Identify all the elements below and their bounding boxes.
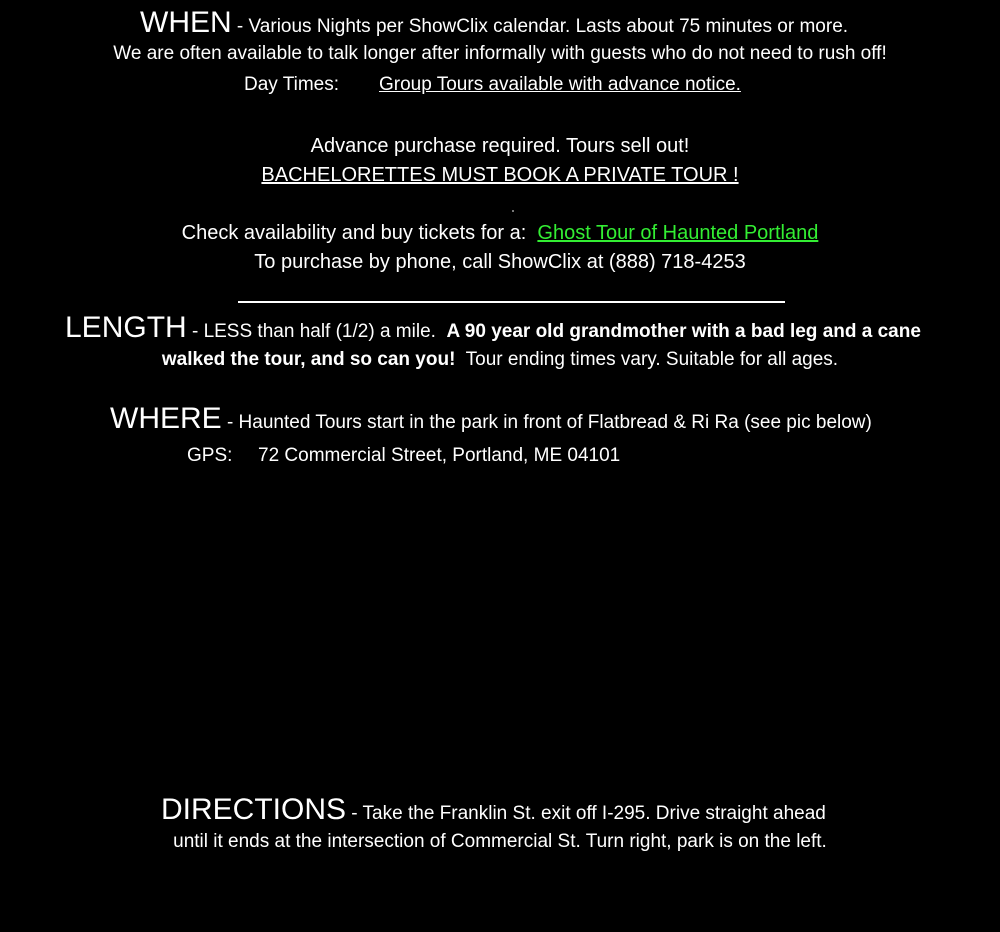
gps-label: GPS: — [187, 445, 233, 466]
when-heading: WHEN — [140, 6, 232, 39]
where-text: - Haunted Tours start in the park in front of Flatbread & Ri Ra (see pic below) — [221, 412, 872, 433]
length-row — [65, 313, 921, 343]
location-photo-area — [250, 480, 750, 780]
directions-heading: DIRECTIONS — [161, 793, 347, 826]
when-row — [140, 8, 848, 38]
ghost-tour-link[interactable]: Ghost Tour of Haunted Portland — [537, 222, 819, 244]
directions-line-2: until it ends at the intersection of Commercial St. Turn right, park is on the left. — [173, 831, 827, 852]
group-tours-link[interactable]: Group Tours available with advance notice. — [379, 74, 741, 95]
check-availability-row — [0, 223, 1000, 243]
gps-address: 72 Commercial Street, Portland, ME 04101 — [258, 445, 621, 466]
length-row-2 — [0, 350, 1000, 369]
length-heading: LENGTH — [65, 311, 187, 344]
when-text: - Various Nights per ShowClix calendar. Lasts about 75 minutes or more. — [231, 16, 849, 37]
phone-purchase-text: To purchase by phone, call ShowClix at (888) 718-4253 — [254, 251, 746, 273]
section-divider — [238, 301, 785, 303]
stray-dot — [512, 210, 514, 212]
length-grandmother-text: A 90 year old grandmother with a bad leg and a cane — [446, 321, 921, 342]
directions-row — [161, 795, 826, 825]
bachelorette-row — [0, 165, 1000, 185]
day-times-row — [244, 74, 741, 95]
where-row — [110, 404, 872, 434]
bachelorette-link[interactable]: BACHELORETTES MUST BOOK A PRIVATE TOUR ! — [261, 164, 739, 186]
gps-row — [187, 445, 621, 466]
length-walked-text: walked the tour, and so can you! — [161, 349, 456, 370]
directions-text: - Take the Franklin St. exit off I-295. Drive straight ahead — [346, 803, 826, 824]
advance-purchase-text: Advance purchase required. Tours sell out! — [310, 135, 690, 157]
when-availability-text: We are often available to talk longer after informally with guests who do not need to rush off! — [113, 43, 887, 64]
length-ending-text: Tour ending times vary. Suitable for all ages. — [465, 349, 839, 370]
length-text: - LESS than half (1/2) a mile. — [186, 321, 436, 342]
day-times-label: Day Times: — [244, 74, 340, 95]
check-availability-text: Check availability and buy tickets for a: — [181, 222, 527, 244]
where-heading: WHERE — [110, 402, 222, 435]
